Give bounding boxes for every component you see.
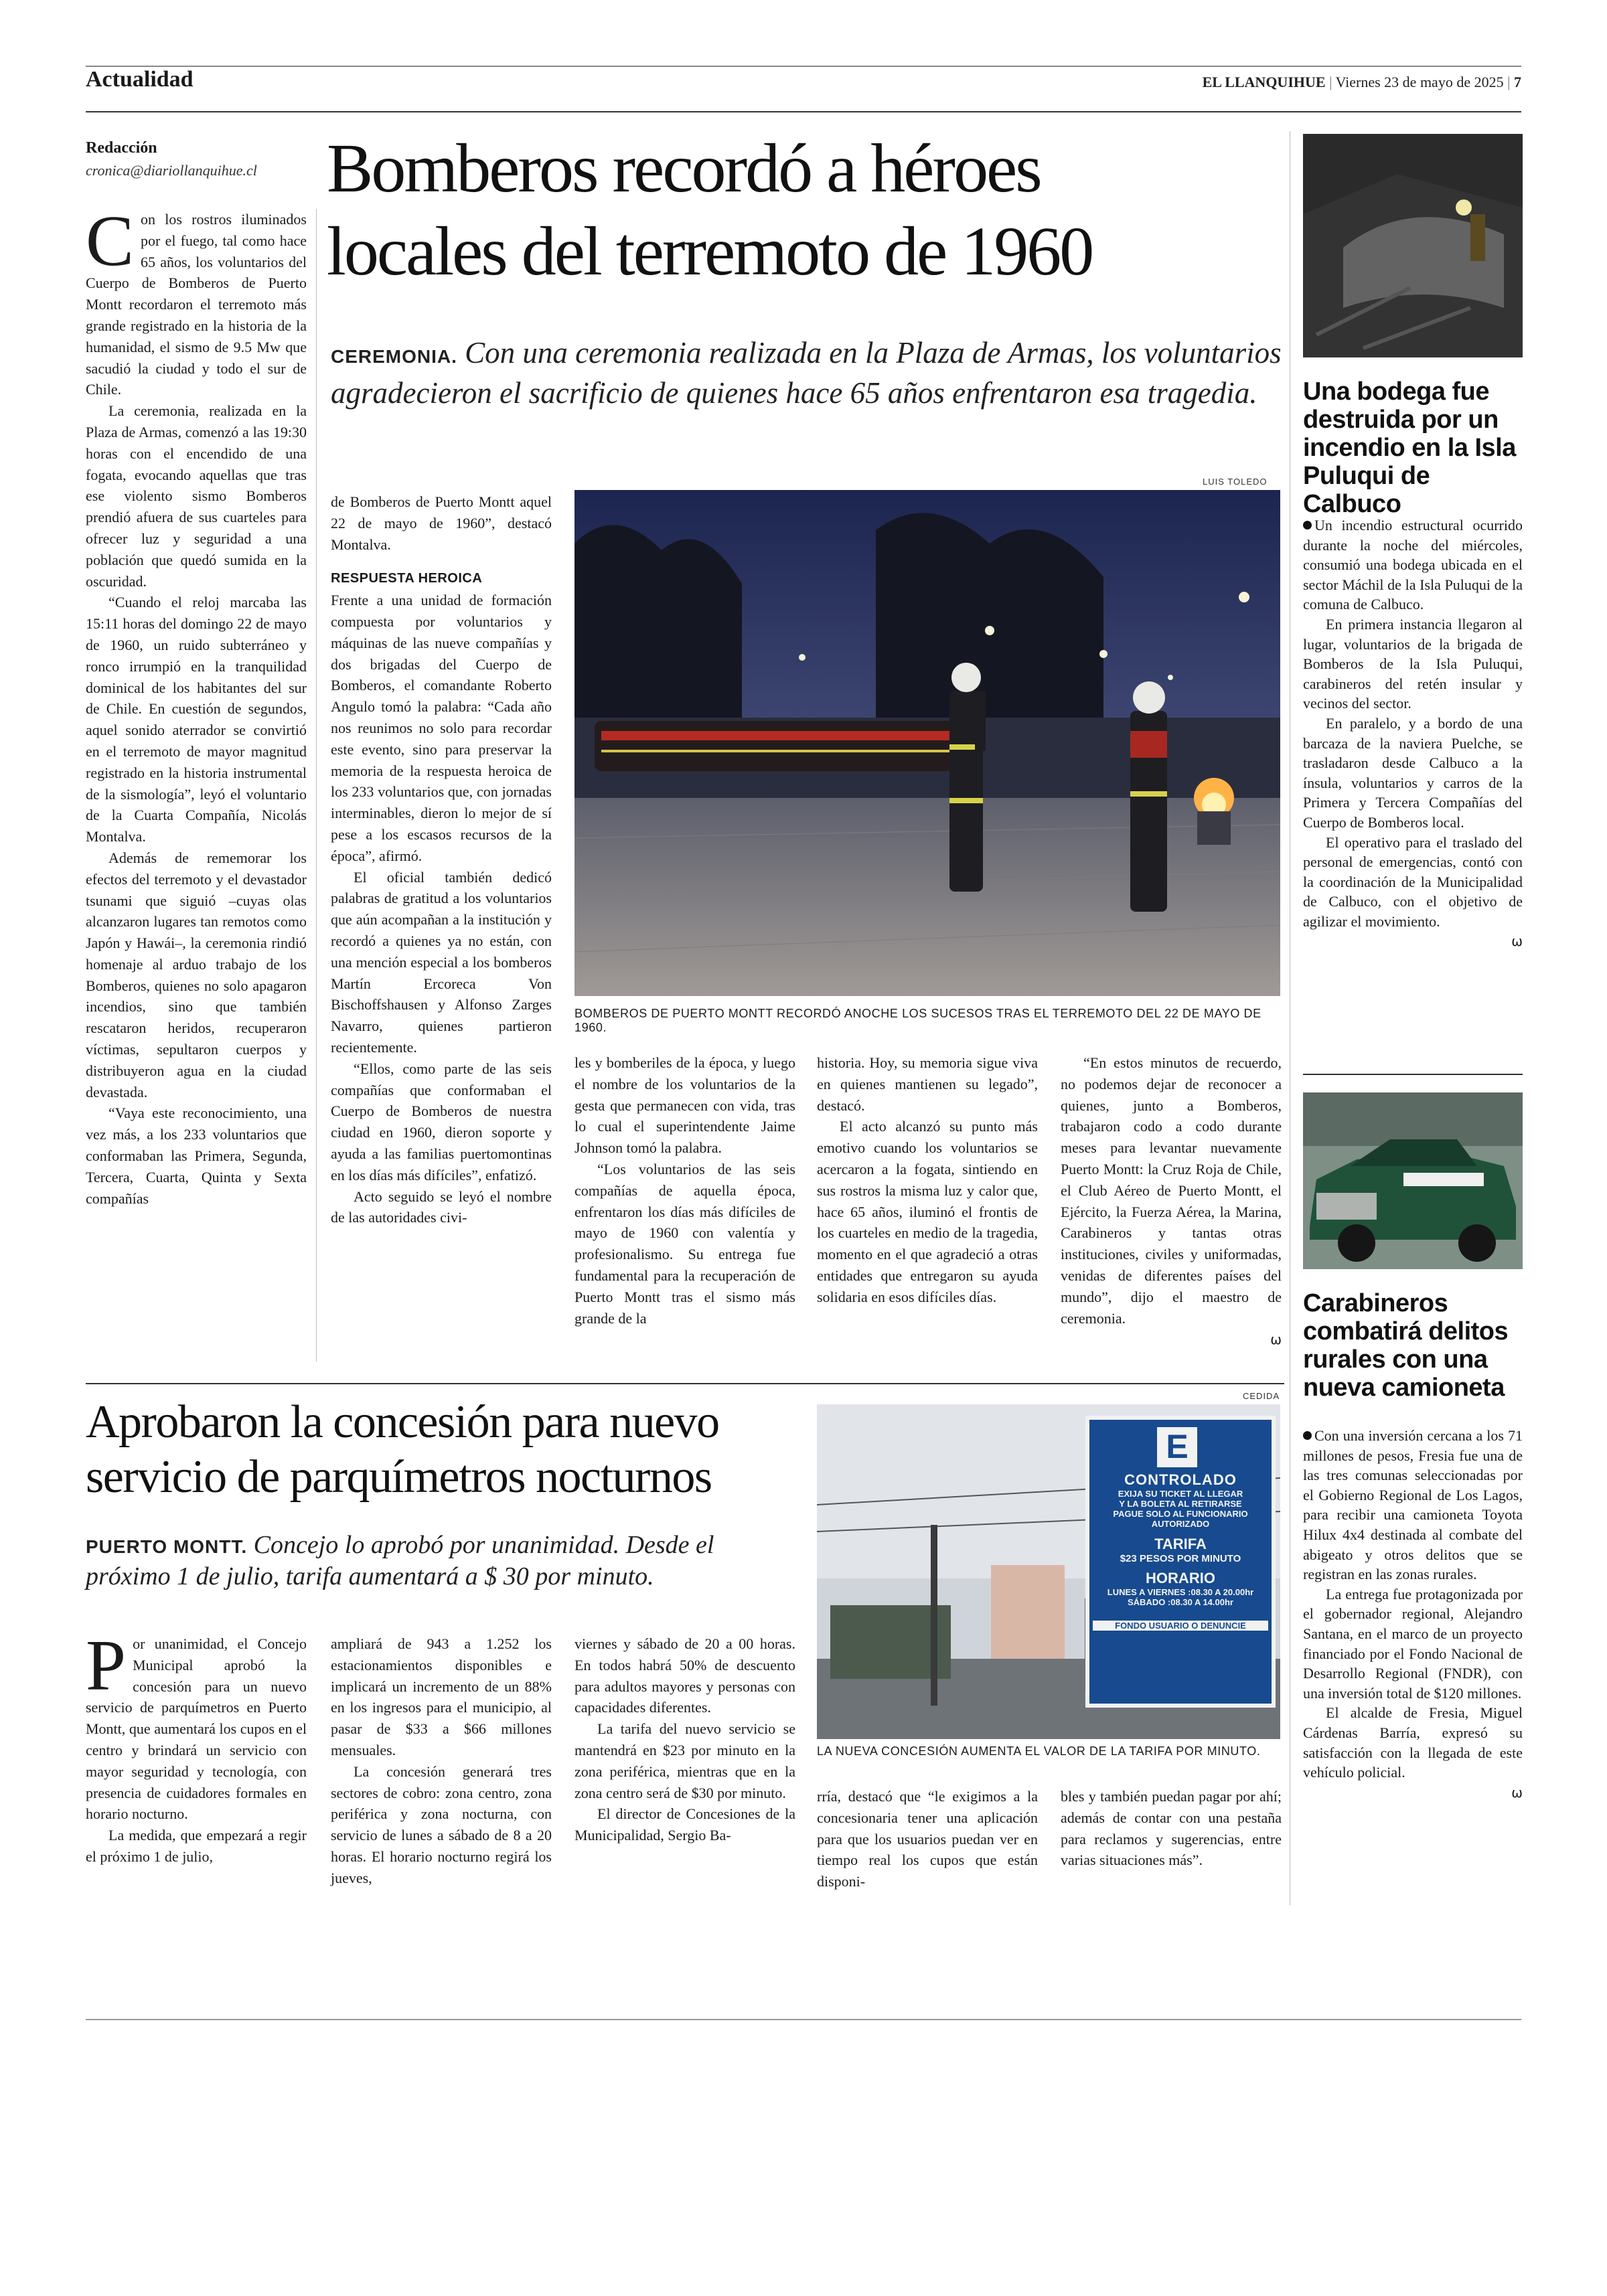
main-kicker: CEREMONIA. — [331, 346, 457, 367]
parking-kicker: PUERTO MONTT. — [86, 1536, 248, 1557]
sidebar-photo-truck — [1303, 1092, 1523, 1269]
parking-photo — [817, 1404, 1280, 1739]
main-col-3: les y bomberiles de la época, y luego el nombre de los voluntarios de la gesta que permanecen con vida, tras lo cual el superintendente Jaime Johnson tomó la palabra. “Los voluntarios de las seis compañías de aquella época, enfrentaron los días más difíciles de mayo de 1960 con valentía y profesionalismo. Su entrega fue fundamental para la recuperación de Puerto Montt tras el sismo más grande de la — [575, 1054, 795, 1327]
sidebar-headline-1: Una bodega fue destruida por un incendio en la Isla Puluqui de Calbuco — [1303, 378, 1516, 518]
main-photo-credit: LUIS TOLEDO — [1203, 477, 1268, 487]
section-label: Actualidad — [86, 67, 194, 92]
parking-col-4: rría, destacó que “le exigimos a la concesionaria tener una aplicación para que los usuarios puedan ver en tiempo real los cupos que están disponi- — [817, 1788, 1038, 1890]
main-photo — [575, 490, 1280, 996]
end-mark-icon: ω — [1511, 1784, 1523, 1801]
bottom-rule — [86, 2019, 1521, 2020]
main-col-1: Con los rostros iluminados por el fuego, tal como hace 65 años, los voluntarios del Cuerpo de Bomberos de Puerto Montt recordaron el terremoto más grande registrado en la historia de la humanidad, el sismo de 9.5 Mw que sacudió la ciudad y todo el sur de Chile. La ceremonia, realizada en la Plaza de Armas, comenzó a las 19:30 horas con el encendido de una fogata, evocando aquellas que tras ese violento sismo Bomberos prendió afuera de sus cuarteles para ofrecer luz y seguridad a una población que quedó sumida en la oscuridad. “Cuando el reloj marcaba las 15:11 horas del domingo 22 de mayo de 1960, un ruido subterráneo y ronco irrumpió en la tranquilidad dominical de los habitantes del sur de Chile. En cuestión de segundos, aquel sonido aterrador se convirtió en el terremoto de mayor magnitud registrado en la historia instrumental de la sismología”, leyó el voluntario de la Cuarta Compañía, Nicolás Montalva. Además de rememorar los efectos del terremoto y el devastador tsunami que siguió –cuyas olas alcanzaron lugares tan remotos como Japón y Hawái–, la ceremonia rindió homenaje al arduo trabajo de los Bomberos, quienes no solo apagaron incendios, sino que también rescataron heridos, recuperaron víctimas, sepultaron cuerpos y distribuyeron agua en la ciudad devastada. “Vaya este reconocimiento, una vez más, a los 233 voluntarios que conformaban las Primera, Segunda, Tercera, Cuarta, Quinta y Sexta compañías — [86, 201, 307, 1207]
main-photo-caption: BOMBEROS DE PUERTO MONTT RECORDÓ ANOCHE LOS SUCESOS TRAS EL TERREMOTO DEL 22 DE MAYO DE 1960. — [575, 1007, 1261, 1034]
header-rule-top — [86, 66, 1521, 67]
dropcap: P — [86, 1626, 127, 1706]
issue-date: Viernes 23 de mayo de 2025 — [1335, 74, 1504, 90]
column-divider — [316, 209, 317, 1362]
subhead: RESPUESTA HEROICA — [331, 571, 483, 586]
bullet-icon — [1303, 521, 1312, 529]
parking-col-5: bles y también puedan pagar por ahí; además de contar con una pestaña para reclamos y sugerencias, entre varias situaciones más”. — [1061, 1788, 1282, 1869]
end-mark-icon: ω — [1270, 1331, 1282, 1348]
parking-headline: Aprobaron la concesión para nuevo servicio de parquímetros nocturnos — [86, 1396, 719, 1503]
parking-deck: PUERTO MONTT. Concejo lo aprobó por unanimidad. Desde el próximo 1 de julio, tarifa aumentará a $ 30 por minuto. — [86, 1531, 714, 1590]
sidebar-story-2: Con una inversión cercana a los 71 millones de pesos, Fresia fue una de las tres comunas seleccionadas por el Gobierno Regional de Los Lagos, para recibir una camioneta Toyota Hilux 4x4 destinada al combate del abigeato y otros delitos que se registran en las zonas rurales. La entrega fue protagonizada por el gobernador regional, Alejandro Santana, en el marco de un proyecto financiado por el Fondo Nacional de Desarrollo Regional (FNDR), con una inversión total de $120 millones. El alcalde de Fresia, Miguel Cárdenas Barría, expresó su satisfacción con la llegada de este vehículo policial. ω — [1303, 1427, 1523, 1801]
bullet-icon — [1303, 1431, 1312, 1440]
main-headline: Bomberos recordó a héroes locales del terremoto de 1960 — [327, 130, 1093, 290]
main-deck: CEREMONIA. Con una ceremonia realizada en la Plaza de Armas, los voluntarios agradecieron el sacrificio de quienes hace 65 años enfrentaron esa tragedia. — [331, 336, 1282, 410]
end-mark-icon: ω — [1511, 933, 1523, 950]
byline-email[interactable]: cronica@diariollanquihue.cl — [86, 162, 257, 179]
parking-photo-credit: CEDIDA — [1243, 1391, 1280, 1401]
main-col-2: de Bomberos de Puerto Montt aquel 22 de mayo de 1960”, destacó Montalva. RESPUESTA HEROICA Frente a una unidad de formación compuesta por voluntarios y máquinas de las nueve compañías y dos brigadas del Cuerpo de Bomberos, el comandante Roberto Angulo tomó la palabra: “Cada año nos reunimos no solo para recordar este evento, sino para preservar la memoria de la respuesta heroica de los 233 voluntarios que, con jornadas interminables, dieron lo mejor de sí pese a los escasos recursos de la época”, afirmó. El oficial también dedicó palabras de gratitud a los voluntarios que aún acompañan a la institución y recordó a quienes ya no están, con una mención especial a los bomberos Martín Ercoreca Von Bischoffshausen y Alfonso Zarges Navarro, quienes partieron recientemente. “Ellos, como parte de las seis compañías que conformaban el Cuerpo de Bomberos de nuestra ciudad en 1960, dieron soporte y ayuda a las familias puertomontinas en los días más difíciles”, enfatizó. Acto seguido se leyó el nombre de las autoridades civi- — [331, 493, 552, 1226]
sidebar-separator — [1303, 1074, 1523, 1075]
main-col-5: “En estos minutos de recuerdo, no podemos dejar de reconocer a quienes, junto a Bomberos, trabajaron codo a codo durante meses para levantar nuevamente Puerto Montt: la Cruz Roja de Chile, el Club Aéreo de Puerto Montt, el Ejército, la Fuerza Aérea, la Marina, Carabineros y tantas otras instituciones, civiles y uniformadas, venidas de diferentes países del mundo”, dijo el maestro de ceremonia. ω — [1061, 1054, 1282, 1348]
masthead-info: EL LLANQUIHUE | Viernes 23 de mayo de 2025 | 7 — [1202, 74, 1521, 90]
dropcap: C — [86, 201, 135, 281]
header-rule — [86, 111, 1521, 112]
parking-photo-caption: LA NUEVA CONCESIÓN AUMENTA EL VALOR DE LA TARIFA POR MINUTO. — [817, 1744, 1261, 1758]
story-separator — [86, 1383, 1284, 1384]
page-number: 7 — [1514, 74, 1521, 90]
main-col-4: historia. Hoy, su memoria sigue viva en quienes mantienen su legado”, destacó. El acto alcanzó su punto más emotivo cuando los voluntarios se acercaron a la fogata, sintiendo en sus rostros la misma luz y calor que, hace 65 años, iluminó el frontis de los cuarteles en medio de la tragedia, momento en el que agradeció a otras entidades que entregaron su ayuda solidaria en esos difíciles días. — [817, 1054, 1038, 1305]
parking-col-2: ampliará de 943 a 1.252 los estacionamientos disponibles e implicará un incremento de un 88% en los ingresos para el municipio, al pasar de $33 a $66 millones mensuales. La concesión generará tres sectores de cobro: zona centro, zona periférica y zona nocturna, con servicio de lunes a sábado de 8 a 20 horas. El horario nocturno regirá los jueves, — [331, 1635, 552, 1886]
byline: Redacción — [86, 139, 157, 157]
sign-text: CONTROLADO EXIJA SU TICKET AL LLEGAR Y LA BOLETA AL RETIRARSE PAGUE SOLO AL FUNCIONARIO AUTORIZADO TARIFA $23 PESOS POR MINUTO HORARIO LUNES A VIERNES :08.30 A 20.00hr SÁBADO :08.30 A 14.00hr FONDO USUARIO O DENUNCIE — [1093, 1471, 1268, 1631]
sidebar-photo-fire — [1303, 134, 1523, 357]
paper-name: EL LLANQUIHUE — [1202, 74, 1326, 90]
sidebar-headline-2: Carabineros combatirá delitos rurales con una nueva camioneta — [1303, 1289, 1509, 1402]
parking-col-3: viernes y sábado de 20 a 00 horas. En todos habrá 50% de descuento para adultos mayores y personas con capacidades diferentes. La tarifa del nuevo servicio se mantendrá en $23 por minuto en la zona periférica, mientras que en la zona centro será de $30 por minuto. El director de Concesiones de la Municipalidad, Sergio Ba- — [575, 1635, 795, 1844]
parking-col-1: Por unanimidad, el Concejo Municipal aprobó la concesión para un nuevo servicio de parquímetros en Puerto Montt, que aumentará los cupos en el centro y brindará un servicio con mayor seguridad y tecnología, con presencia de cuidadores formales en horario nocturno. La medida, que empezará a regir el próximo 1 de julio, — [86, 1626, 307, 1865]
svg-text:E: E — [1166, 1428, 1189, 1465]
sidebar-story-1: Un incendio estructural ocurrido durante la noche del miércoles, consumió una bodega ubicada en el sector Máchil de la Isla Puluqui de la comuna de Calbuco. En primera instancia llegaron al lugar, voluntarios de la brigada de Bomberos de la Isla Puluqui, carabineros del retén insular y vecinos del sector. En paralelo, y a bordo de una barcaza de la naviera Puelche, se trasladaron desde Calbuco a la ínsula, voluntarios y carros de la Primera y Tercera Compañías del Cuerpo de Bomberos local. El operativo para el traslado del personal de emergencias, contó con la coordinación de la Municipalidad de Calbuco, con el objetivo de agilizar el movimiento. ω — [1303, 517, 1523, 950]
